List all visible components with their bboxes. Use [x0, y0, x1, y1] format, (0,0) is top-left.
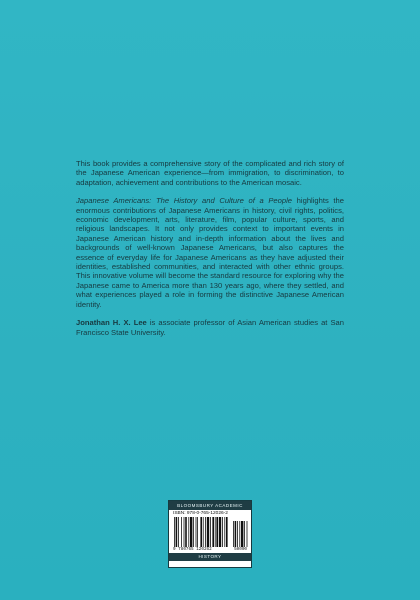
barcode-bar	[176, 517, 178, 547]
barcode-bar	[226, 517, 228, 547]
barcode-bar	[185, 517, 187, 547]
author-name: Jonathan H. X. Lee	[76, 318, 147, 328]
category-label: HISTORY	[169, 553, 251, 561]
barcode-addon-bar	[233, 521, 234, 547]
book-title-italic: Japanese Americans: The History and Culture of a People	[76, 196, 293, 206]
barcode-addon-bar	[239, 521, 240, 547]
description-block	[76, 159, 344, 346]
barcode-bar	[215, 517, 216, 547]
barcode-bar	[193, 517, 194, 547]
barcode-bars	[173, 517, 247, 547]
barcode-bar	[178, 517, 179, 547]
barcode-addon-bar	[247, 521, 248, 547]
barcode-bar	[212, 517, 214, 547]
description-paragraph-2-text: highlights the enormous contributions of Japanese Americans in history, civil rights, politics, economic development, arts, literature, film, popular culture, sports, and religious landscapes. It not only provides context to important events in Japanese American history and in-depth information about the lives and backgrounds of well-known Japanese Americans, but also captures the essence of everyday life for Japanese Americans as they have adjusted their identities, established communities, and interacted with other ethnic groups. This innovative volume will become the standard resource for exploring why the Japanese came to America more than 130 years ago, where they settled, and what experiences played a role in forming the distinctive Japanese American identity.	[76, 196, 344, 309]
barcode-addon-bar	[244, 521, 245, 547]
publisher-label: BLOOMSBURY ACADEMIC	[169, 501, 251, 510]
barcode-bar	[216, 517, 218, 547]
barcode-graphic	[173, 517, 249, 547]
description-paragraph-2	[76, 196, 344, 309]
isbn-label: ISBN: 978-0-765-12026-2	[173, 511, 228, 516]
barcode-bar	[200, 517, 202, 547]
barcode-box	[168, 500, 252, 568]
author-bio-text: is associate professor of Asian American studies at San Francisco State University.	[76, 318, 344, 337]
barcode-bar	[203, 517, 204, 547]
barcode-bar	[184, 517, 185, 547]
barcode-bar	[205, 517, 206, 547]
barcode-bar	[181, 517, 182, 547]
description-paragraph-1: This book provides a comprehensive story of the complicated and rich story of the Japanese American experience—from immigration, to discrimination, to adaptation, achievement and contributions to the American mosaic.	[76, 159, 344, 187]
barcode-bar	[219, 517, 221, 547]
barcode-bar	[207, 517, 209, 547]
barcode-bar	[174, 517, 175, 547]
barcode-digits-left: 9 780765 120262	[173, 547, 212, 552]
author-bio	[76, 318, 344, 337]
barcode-addon-bar	[237, 521, 238, 547]
barcode-bar	[196, 517, 197, 547]
barcode-bar	[224, 517, 225, 547]
barcode-bar	[197, 517, 198, 547]
barcode-addon-bar	[241, 521, 243, 547]
barcode-addon-bar	[235, 521, 237, 547]
barcode-digits-right: 50000	[234, 547, 247, 552]
barcode-bar	[222, 517, 223, 547]
barcode-bar	[188, 517, 189, 547]
barcode-bar	[190, 517, 192, 547]
barcode-bar	[210, 517, 211, 547]
